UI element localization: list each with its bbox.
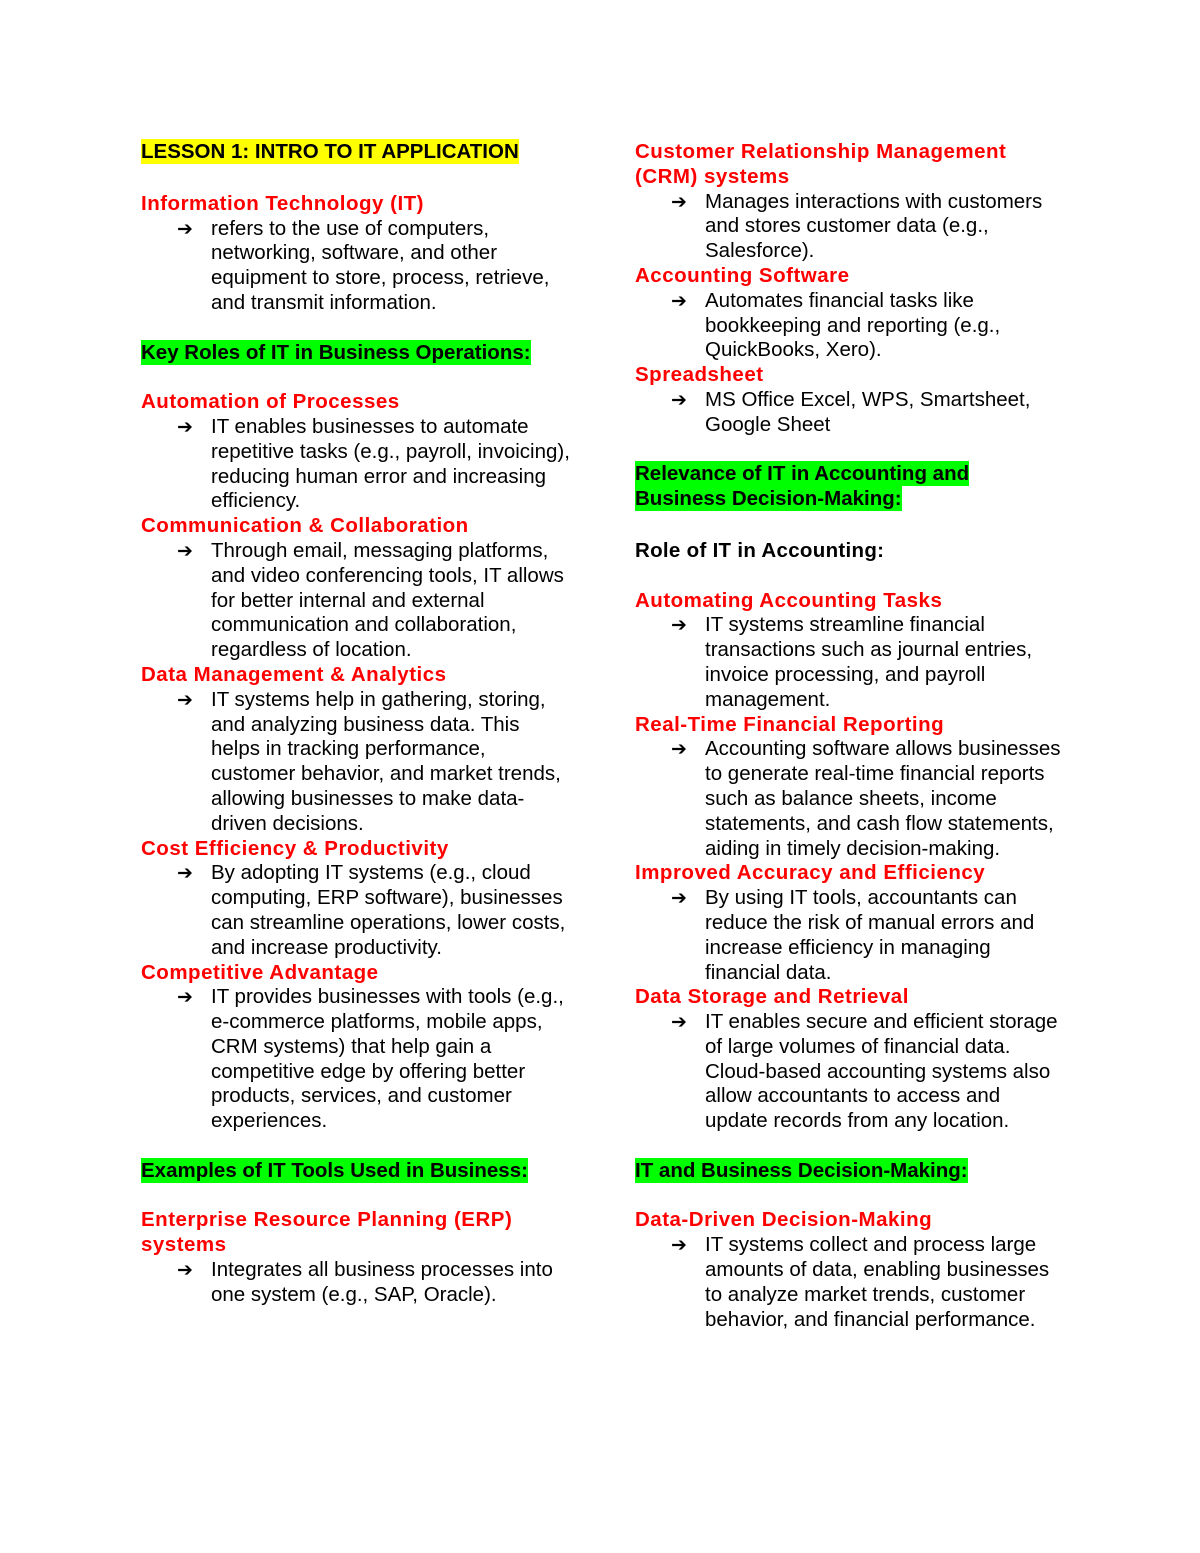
section-heading: Automation of Processes <box>141 390 400 414</box>
relevance-heading: Relevance of IT in Accounting and Business Decision-Making: <box>635 462 970 511</box>
erp-heading: Enterprise Resource Planning (ERP) systems <box>141 1208 513 1257</box>
left-column <box>141 140 571 1308</box>
arrow-icon: ➔ <box>177 862 193 885</box>
arrow-icon: ➔ <box>177 1259 193 1282</box>
section-heading: Cost Efficiency & Productivity <box>141 836 449 860</box>
arrow-icon: ➔ <box>671 1234 687 1257</box>
role-heading: Role of IT in Accounting: <box>635 538 885 562</box>
arrow-icon: ➔ <box>177 415 193 438</box>
bullet-item: ➔ Through email, messaging platforms, and video conferencing tools, IT allows for better internal and external communication and collaboration, regardless of location. <box>177 538 564 662</box>
bullet-item: ➔ IT systems help in gathering, storing, and analyzing business data. This helps in tracking performance, customer behavior, and market trends, allowing businesses to make data-driven decisions. <box>177 687 561 835</box>
bullet-item: ➔ IT provides businesses with tools (e.g., e-commerce platforms, mobile apps, CRM systems) that help gain a competitive edge by offering better products, services, and customer experiences. <box>177 985 564 1133</box>
arrow-icon: ➔ <box>671 738 687 761</box>
bullet-item: ➔ Manages interactions with customers and stores customer data (e.g., Salesforce). <box>671 189 1043 263</box>
bullet-item: ➔ IT enables secure and efficient storage of large volumes of financial data. Cloud-based accounting systems also allow accountants to access and update records from any location. <box>671 1010 1058 1133</box>
right-column <box>635 140 1065 1332</box>
arrow-icon: ➔ <box>671 388 687 411</box>
bullet-item: ➔ IT systems collect and process large amounts of data, enabling businesses to analyze market trends, customer behavior, and financial performance. <box>671 1233 1050 1331</box>
arrow-icon: ➔ <box>671 190 687 213</box>
bullet-item: ➔ IT systems streamline financial transactions such as journal entries, invoice processing, and payroll management. <box>671 613 1033 711</box>
arrow-icon: ➔ <box>671 289 687 312</box>
section-heading: Communication & Collaboration <box>141 514 469 538</box>
bullet-item: ➔ MS Office Excel, WPS, Smartsheet, Google Sheet <box>671 387 1031 436</box>
bullet-item: ➔ Automates financial tasks like bookkeeping and reporting (e.g., QuickBooks, Xero). <box>671 288 1001 362</box>
examples-heading: Examples of IT Tools Used in Business: <box>141 1158 528 1182</box>
bullet-item: ➔ By adopting IT systems (e.g., cloud computing, ERP software), businesses can streamline operations, lower costs, and increase productivity. <box>177 861 566 959</box>
arrow-icon: ➔ <box>177 688 193 711</box>
arrow-icon: ➔ <box>177 986 193 1009</box>
bullet-item: ➔ IT enables businesses to automate repetitive tasks (e.g., payroll, invoicing), reducing human error and increasing efficiency. <box>177 414 570 513</box>
it-heading: Information Technology (IT) <box>141 191 425 215</box>
section-heading: Real-Time Financial Reporting <box>635 712 945 736</box>
bullet-item: ➔ refers to the use of computers, networking, software, and other equipment to store, process, retrieve, and transmit information. <box>177 216 550 314</box>
section-heading: Spreadsheet <box>635 363 764 387</box>
key-roles-heading: Key Roles of IT in Business Operations: <box>141 340 531 364</box>
bullet-item: ➔ Accounting software allows businesses to generate real-time financial reports such as balance sheets, income statements, and cash flow statements, aiding in timely decision-making. <box>671 737 1061 860</box>
ddm-heading: Data-Driven Decision-Making <box>635 1208 933 1232</box>
bullet-item: ➔ Integrates all business processes into one system (e.g., SAP, Oracle). <box>177 1258 553 1306</box>
arrow-icon: ➔ <box>671 1011 687 1034</box>
decision-heading: IT and Business Decision-Making: <box>635 1158 968 1182</box>
bullet-item: ➔ By using IT tools, accountants can reduce the risk of manual errors and increase efficiency in managing financial data. <box>671 886 1035 984</box>
arrow-icon: ➔ <box>177 539 193 562</box>
arrow-icon: ➔ <box>671 887 687 910</box>
arrow-icon: ➔ <box>177 217 193 240</box>
section-heading: Improved Accuracy and Efficiency <box>635 861 986 885</box>
section-heading: Customer Relationship Management (CRM) systems <box>635 140 1007 188</box>
arrow-icon: ➔ <box>671 614 687 637</box>
section-heading: Data Management & Analytics <box>141 662 447 686</box>
section-heading: Data Storage and Retrieval <box>635 985 909 1009</box>
section-heading: Accounting Software <box>635 263 850 287</box>
section-heading: Competitive Advantage <box>141 960 379 984</box>
section-heading: Automating Accounting Tasks <box>635 588 943 612</box>
lesson-title: LESSON 1: INTRO TO IT APPLICATION <box>141 140 519 163</box>
